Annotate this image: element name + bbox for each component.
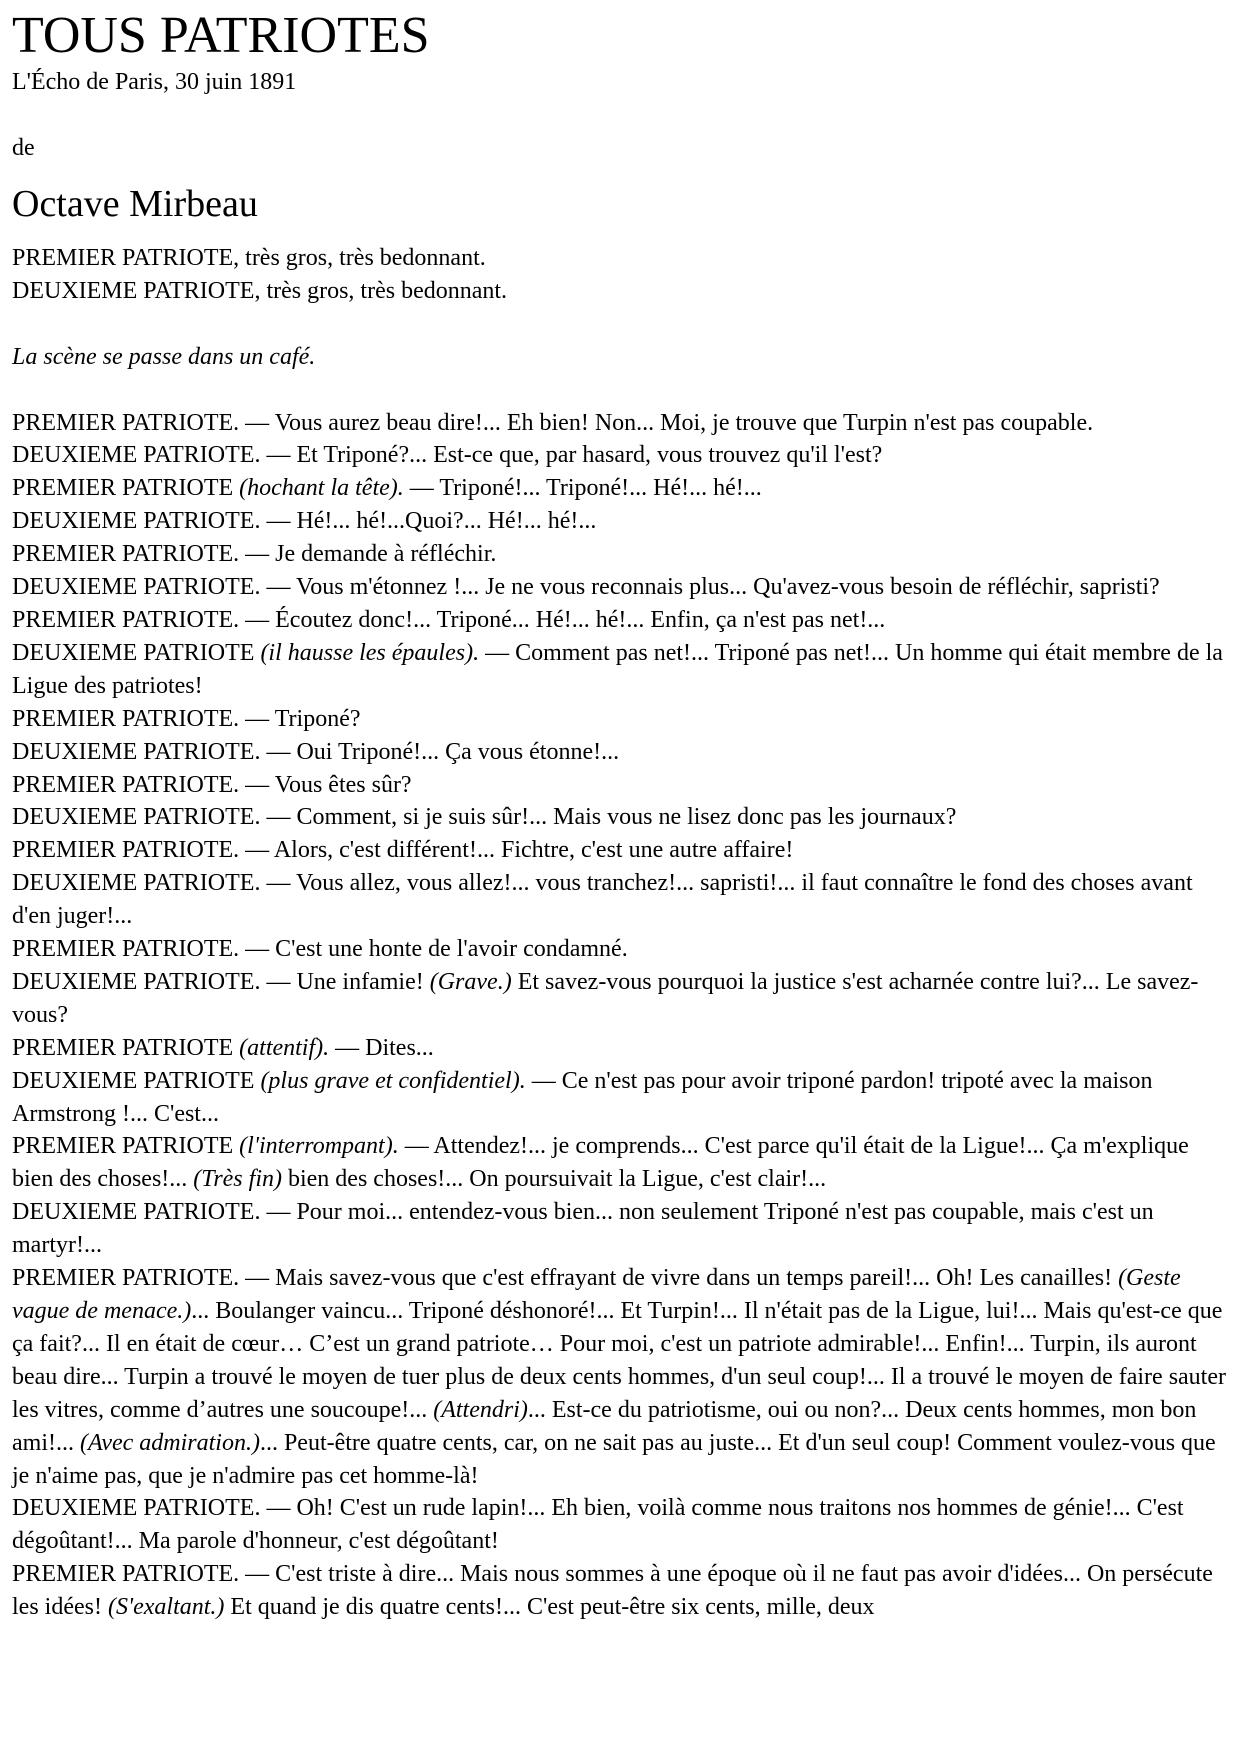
byline-prefix: de <box>12 134 35 161</box>
cast-entry: PREMIER PATRIOTE, très gros, très bedonnant. <box>12 244 486 271</box>
dialogue-text: DEUXIEME PATRIOTE. — Oui Triponé!... Ça vous étonne!... <box>12 738 620 765</box>
document-page <box>12 6 1230 1624</box>
dialogue-text: DEUXIEME PATRIOTE. — Et Triponé?... Est-ce que, par hasard, vous trouvez qu'il l'est? <box>12 442 883 469</box>
dialogue-line <box>12 867 1230 933</box>
dialogue-text: PREMIER PATRIOTE <box>12 475 240 502</box>
dialogue-text: PREMIER PATRIOTE. — Je demande à réfléchir. <box>12 541 497 568</box>
dialogue-text: — Ce n'est pas pour avoir triponé pardon! tripoté avec la maison Armstrong !... C'est... <box>12 1067 1153 1127</box>
stage-direction: La scène se passe dans un café. <box>12 343 316 370</box>
dialogue-text: — Triponé!... Triponé!... Hé!... hé!... <box>403 475 762 502</box>
dialogue-line <box>12 1492 1230 1558</box>
stage-direction-inline: (l'interrompant). <box>239 1133 399 1160</box>
stage-direction-inline: (S'exaltant.) <box>107 1594 225 1621</box>
dialogue-line <box>12 538 1230 571</box>
dialogue-text: DEUXIEME PATRIOTE. — Vous allez, vous allez!... vous tranchez!... sapristi!... il faut connaître le fond des choses avant d'en juger!... <box>12 870 1193 930</box>
dialogue-text: — Comment pas net!... Triponé pas net!... Un homme qui était membre de la Ligue des patriotes! <box>12 639 1223 699</box>
dialogue-line <box>12 505 1230 538</box>
dialogue <box>12 407 1230 1625</box>
dialogue-line <box>12 604 1230 637</box>
dialogue-line <box>12 933 1230 966</box>
dialogue-line <box>12 439 1230 472</box>
dialogue-text: DEUXIEME PATRIOTE. — Une infamie! <box>12 968 430 995</box>
dialogue-line <box>12 1065 1230 1131</box>
dialogue-text: — Attendez!... je comprends... C'est parce qu'il était de la Ligue!... Ça m'explique bien des choses!... <box>12 1133 1189 1193</box>
dialogue-line <box>12 1558 1230 1624</box>
stage-direction-inline: (Très fin) <box>193 1166 282 1193</box>
dialogue-line <box>12 1130 1230 1196</box>
dialogue-line <box>12 1196 1230 1262</box>
dialogue-text: DEUXIEME PATRIOTE. — Comment, si je suis sûr!... Mais vous ne lisez donc pas les journaux? <box>12 804 957 831</box>
dialogue-text: PREMIER PATRIOTE. — Alors, c'est différent!... Fichtre, c'est une autre affaire! <box>12 837 794 864</box>
document-title: TOUS PATRIOTES <box>12 7 430 64</box>
dialogue-text: DEUXIEME PATRIOTE. — Hé!... hé!...Quoi?... Hé!... hé!... <box>12 508 597 535</box>
dialogue-line <box>12 801 1230 834</box>
dialogue-text: PREMIER PATRIOTE. — Vous êtes sûr? <box>12 771 412 798</box>
dialogue-text: PREMIER PATRIOTE. — Triponé? <box>12 705 361 732</box>
dialogue-text: PREMIER PATRIOTE. — Mais savez-vous que c'est effrayant de vivre dans un temps pareil!... Oh! Les canailles! <box>12 1265 1119 1292</box>
stage-direction-inline: (Geste vague de menace.) <box>12 1265 1181 1324</box>
dialogue-line <box>12 407 1230 440</box>
stage-direction-inline: (Avec admiration.) <box>79 1429 260 1456</box>
dialogue-text: PREMIER PATRIOTE <box>12 1034 240 1061</box>
stage-direction-inline: (attentif). <box>239 1034 330 1061</box>
dialogue-text: ... Est-ce du patriotisme, oui ou non?... Deux cents hommes, mon bon ami!... <box>12 1396 1197 1456</box>
dialogue-text: Et quand je dis quatre cents!... C'est peut-être six cents, mille, deux <box>224 1594 875 1621</box>
dialogue-text: DEUXIEME PATRIOTE. — Pour moi... entendez-vous bien... non seulement Triponé n'est pas coupable, mais c'est un martyr!... <box>12 1199 1154 1259</box>
dialogue-line <box>12 703 1230 736</box>
dialogue-text: bien des choses!... On poursuivait la Ligue, c'est clair!... <box>281 1166 827 1193</box>
dialogue-line <box>12 1032 1230 1065</box>
dialogue-line <box>12 736 1230 769</box>
cast-entry: DEUXIEME PATRIOTE, très gros, très bedonnant. <box>12 277 508 304</box>
dialogue-text: PREMIER PATRIOTE. — Vous aurez beau dire!... Eh bien! Non... Moi, je trouve que Turpin n'est pas coupable. <box>12 409 1094 436</box>
dialogue-text: DEUXIEME PATRIOTE <box>12 1067 261 1094</box>
dialogue-text: ... Boulanger vaincu... Triponé déshonoré!... Et Turpin!... Il n'était pas de la Ligue, lui!... Mais qu'est-ce que ça fait?... Il en était de cœur… C’est un grand patriote… Pour moi, c'est un patriote admirable!... Enfin!... Turpin, ils auront beau dire... Turpin a trouvé le moyen de tuer plus de deux cents hommes, d'un seul coup!... Il a trouvé le moyen de faire sauter les vitres, comme d’autres une soucoupe!... <box>12 1298 1226 1423</box>
stage-direction-inline: (plus grave et confidentiel). <box>260 1067 526 1094</box>
dialogue-line <box>12 571 1230 604</box>
stage-direction-inline: (hochant la tête). <box>239 475 404 502</box>
cast-list <box>12 242 1230 308</box>
dialogue-line <box>12 966 1230 1032</box>
dialogue-line <box>12 472 1230 505</box>
dialogue-line <box>12 834 1230 867</box>
stage-direction-inline: (Grave.) <box>429 968 512 995</box>
dialogue-line <box>12 769 1230 802</box>
dialogue-text: PREMIER PATRIOTE <box>12 1133 240 1160</box>
dialogue-text: PREMIER PATRIOTE. — C'est une honte de l'avoir condamné. <box>12 936 628 963</box>
stage-direction-inline: (Attendri) <box>433 1396 528 1423</box>
dialogue-text: PREMIER PATRIOTE. — C'est triste à dire... Mais nous sommes à une époque où il ne faut pas avoir d'idées... On persécute les idées! <box>12 1561 1213 1621</box>
stage-direction-inline: (il hausse les épaules). <box>260 639 480 666</box>
dialogue-line <box>12 637 1230 703</box>
dialogue-text: Et savez-vous pourquoi la justice s'est acharnée contre lui?... Le savez-vous? <box>12 968 1199 1028</box>
dialogue-text: PREMIER PATRIOTE. — Écoutez donc!... Triponé... Hé!... hé!... Enfin, ça n'est pas net!... <box>12 606 886 633</box>
dialogue-line <box>12 1262 1230 1492</box>
dialogue-text: ... Peut-être quatre cents, car, on ne sait pas au juste... Et d'un seul coup! Comment voulez-vous que je n'aime pas, que je n'admire pas cet homme-là! <box>12 1429 1216 1489</box>
author-name: Octave Mirbeau <box>12 182 258 225</box>
dialogue-text: DEUXIEME PATRIOTE. — Vous m'étonnez !... Je ne vous reconnais plus... Qu'avez-vous besoin de réfléchir, sapristi? <box>12 574 1160 601</box>
publication-source: L'Écho de Paris, 30 juin 1891 <box>12 69 297 95</box>
dialogue-text: DEUXIEME PATRIOTE. — Oh! C'est un rude lapin!... Eh bien, voilà comme nous traitons nos hommes de génie!... C'est dégoûtant!... Ma parole d'honneur, c'est dégoûtant! <box>12 1495 1184 1555</box>
dialogue-text: DEUXIEME PATRIOTE <box>12 639 261 666</box>
dialogue-text: — Dites... <box>329 1034 434 1061</box>
